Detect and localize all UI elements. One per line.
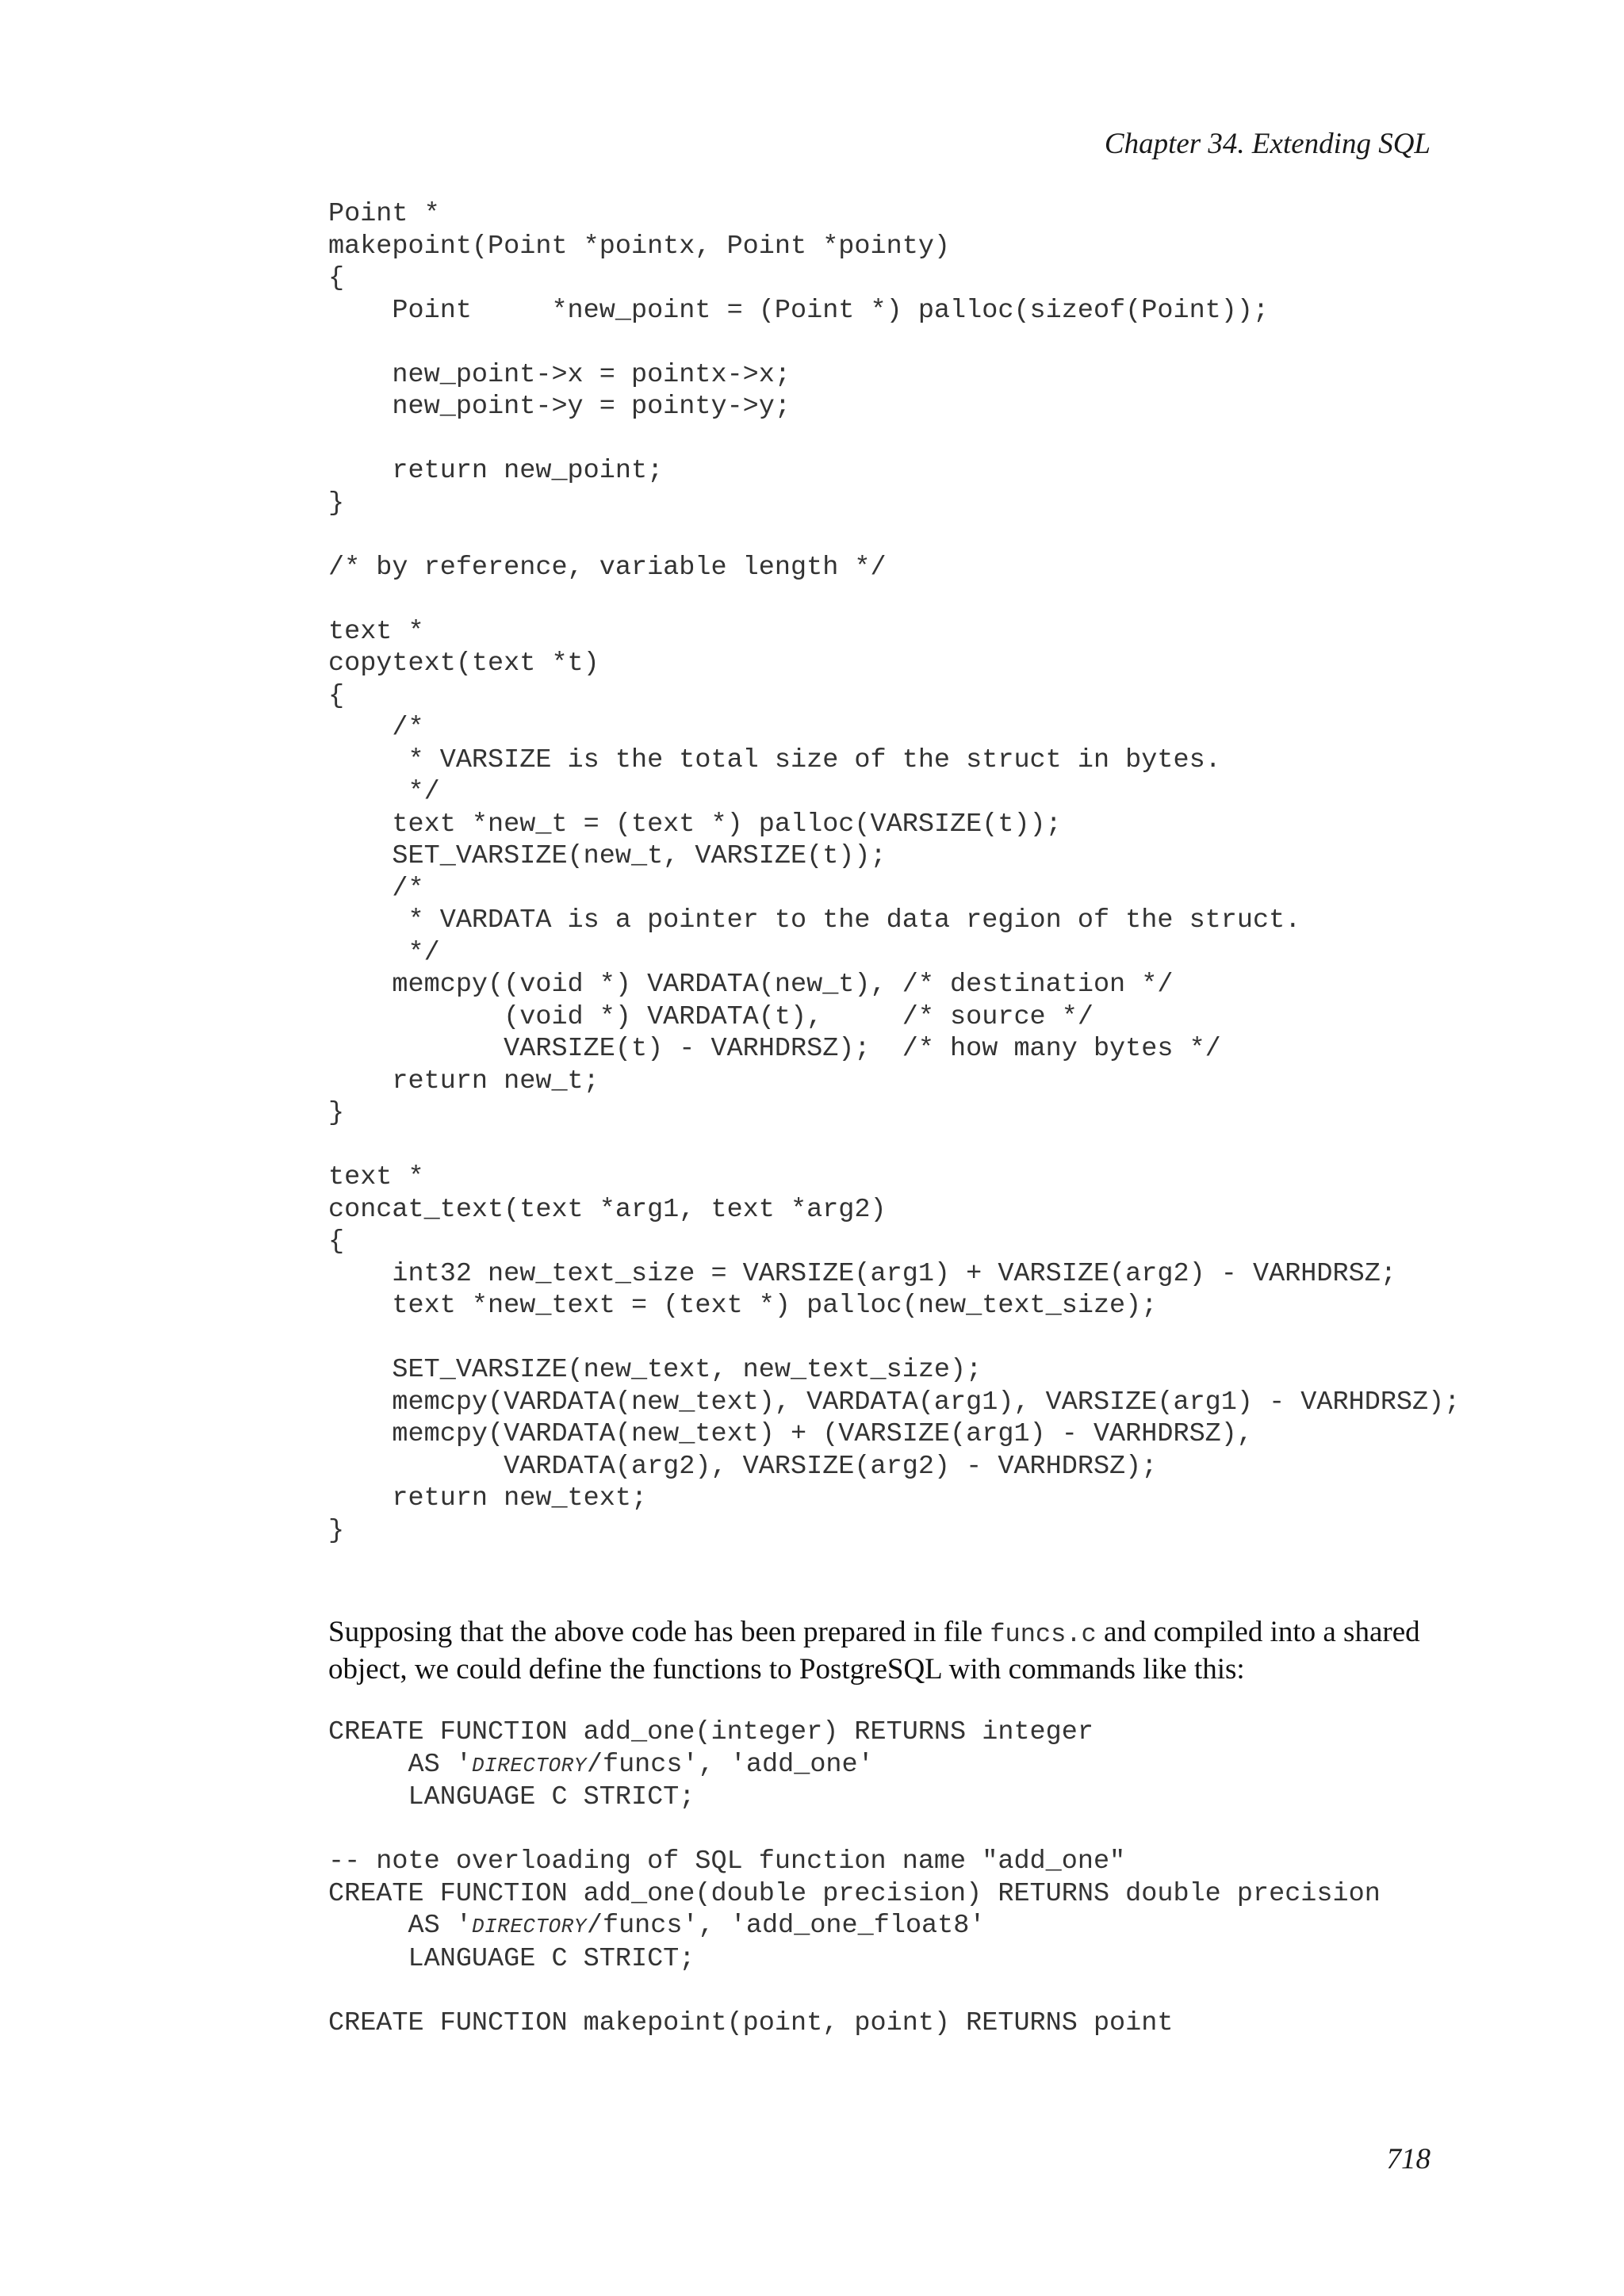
sql-code-listing	[328, 1716, 1381, 2039]
code-line: }	[328, 1515, 345, 1546]
code-line: Point *new_point = (Point *) palloc(sizeof(Point));	[328, 295, 1270, 326]
code-line: */	[328, 777, 440, 807]
code-line: new_point->x = pointx->x;	[328, 359, 791, 390]
code-line: new_point->y = pointy->y;	[328, 392, 791, 422]
code-line: makepoint(Point *pointx, Point *pointy)	[328, 231, 951, 262]
code-line: return new_point;	[328, 456, 664, 486]
directory-placeholder: DIRECTORY	[471, 1753, 587, 1777]
code-line: {	[328, 263, 345, 293]
code-line: {	[328, 680, 345, 711]
code-line: }	[328, 1098, 345, 1128]
code-line: int32 new_text_size = VARSIZE(arg1) + VARSIZE(arg2) - VARHDRSZ;	[328, 1258, 1396, 1289]
sql-line: LANGUAGE C STRICT;	[328, 1943, 695, 1974]
code-line: text *	[328, 616, 424, 647]
sql-line: AS 'DIRECTORY/funcs', 'add_one_float8'	[328, 1911, 986, 1941]
sql-line: CREATE FUNCTION add_one(double precision) RETURNS double precision	[328, 1878, 1381, 1909]
page-number: 718	[1386, 2143, 1431, 2175]
code-line: SET_VARSIZE(new_text, new_text_size);	[328, 1355, 982, 1385]
code-line: (void *) VARDATA(t), /* source */	[328, 1001, 1094, 1032]
code-line: VARDATA(arg2), VARSIZE(arg2) - VARHDRSZ);	[328, 1451, 1158, 1482]
code-line: */	[328, 937, 440, 968]
code-line: * VARDATA is a pointer to the data region of the struct.	[328, 905, 1301, 936]
code-line: text *new_t = (text *) palloc(VARSIZE(t));	[328, 809, 1062, 840]
code-line: /*	[328, 873, 424, 904]
code-line: }	[328, 488, 345, 519]
code-line: /* by reference, variable length */	[328, 552, 887, 583]
chapter-title: Chapter 34. Extending SQL	[1104, 128, 1431, 160]
code-line: /*	[328, 713, 424, 743]
code-line: * VARSIZE is the total size of the struct in bytes.	[328, 744, 1221, 775]
code-line: memcpy(VARDATA(new_text) + (VARSIZE(arg1) - VARHDRSZ),	[328, 1419, 1253, 1449]
sql-line: LANGUAGE C STRICT;	[328, 1782, 695, 1812]
code-line: Point *	[328, 199, 440, 229]
code-line: memcpy((void *) VARDATA(new_t), /* destination */	[328, 970, 1174, 1000]
c-code-listing	[328, 198, 1460, 1547]
paragraph-text-end: and compiled into a shared object, we could define the functions to PostgreSQL with commands like this:	[328, 1616, 1420, 1686]
code-line: copytext(text *t)	[328, 649, 599, 679]
paragraph-text-start: Supposing that the above code has been prepared in file	[328, 1616, 990, 1648]
body-paragraph	[328, 1615, 1438, 1687]
file-name: funcs.c	[990, 1620, 1097, 1649]
sql-comment-line: -- note overloading of SQL function name "add_one"	[328, 1846, 1126, 1877]
code-line: text *new_text = (text *) palloc(new_text_size);	[328, 1291, 1158, 1321]
code-line: text *	[328, 1162, 424, 1192]
sql-line: CREATE FUNCTION makepoint(point, point) RETURNS point	[328, 2007, 1174, 2038]
code-line: VARSIZE(t) - VARHDRSZ); /* how many bytes */	[328, 1034, 1221, 1064]
code-line: memcpy(VARDATA(new_text), VARDATA(arg1), VARSIZE(arg1) - VARHDRSZ);	[328, 1387, 1461, 1418]
sql-line: AS 'DIRECTORY/funcs', 'add_one'	[328, 1749, 874, 1780]
code-line: return new_text;	[328, 1483, 648, 1513]
code-line: SET_VARSIZE(new_t, VARSIZE(t));	[328, 841, 887, 871]
code-line: {	[328, 1226, 345, 1257]
sql-line: CREATE FUNCTION add_one(integer) RETURNS integer	[328, 1717, 1094, 1747]
code-line: return new_t;	[328, 1066, 599, 1096]
code-line: concat_text(text *arg1, text *arg2)	[328, 1194, 887, 1225]
directory-placeholder: DIRECTORY	[471, 1915, 587, 1938]
